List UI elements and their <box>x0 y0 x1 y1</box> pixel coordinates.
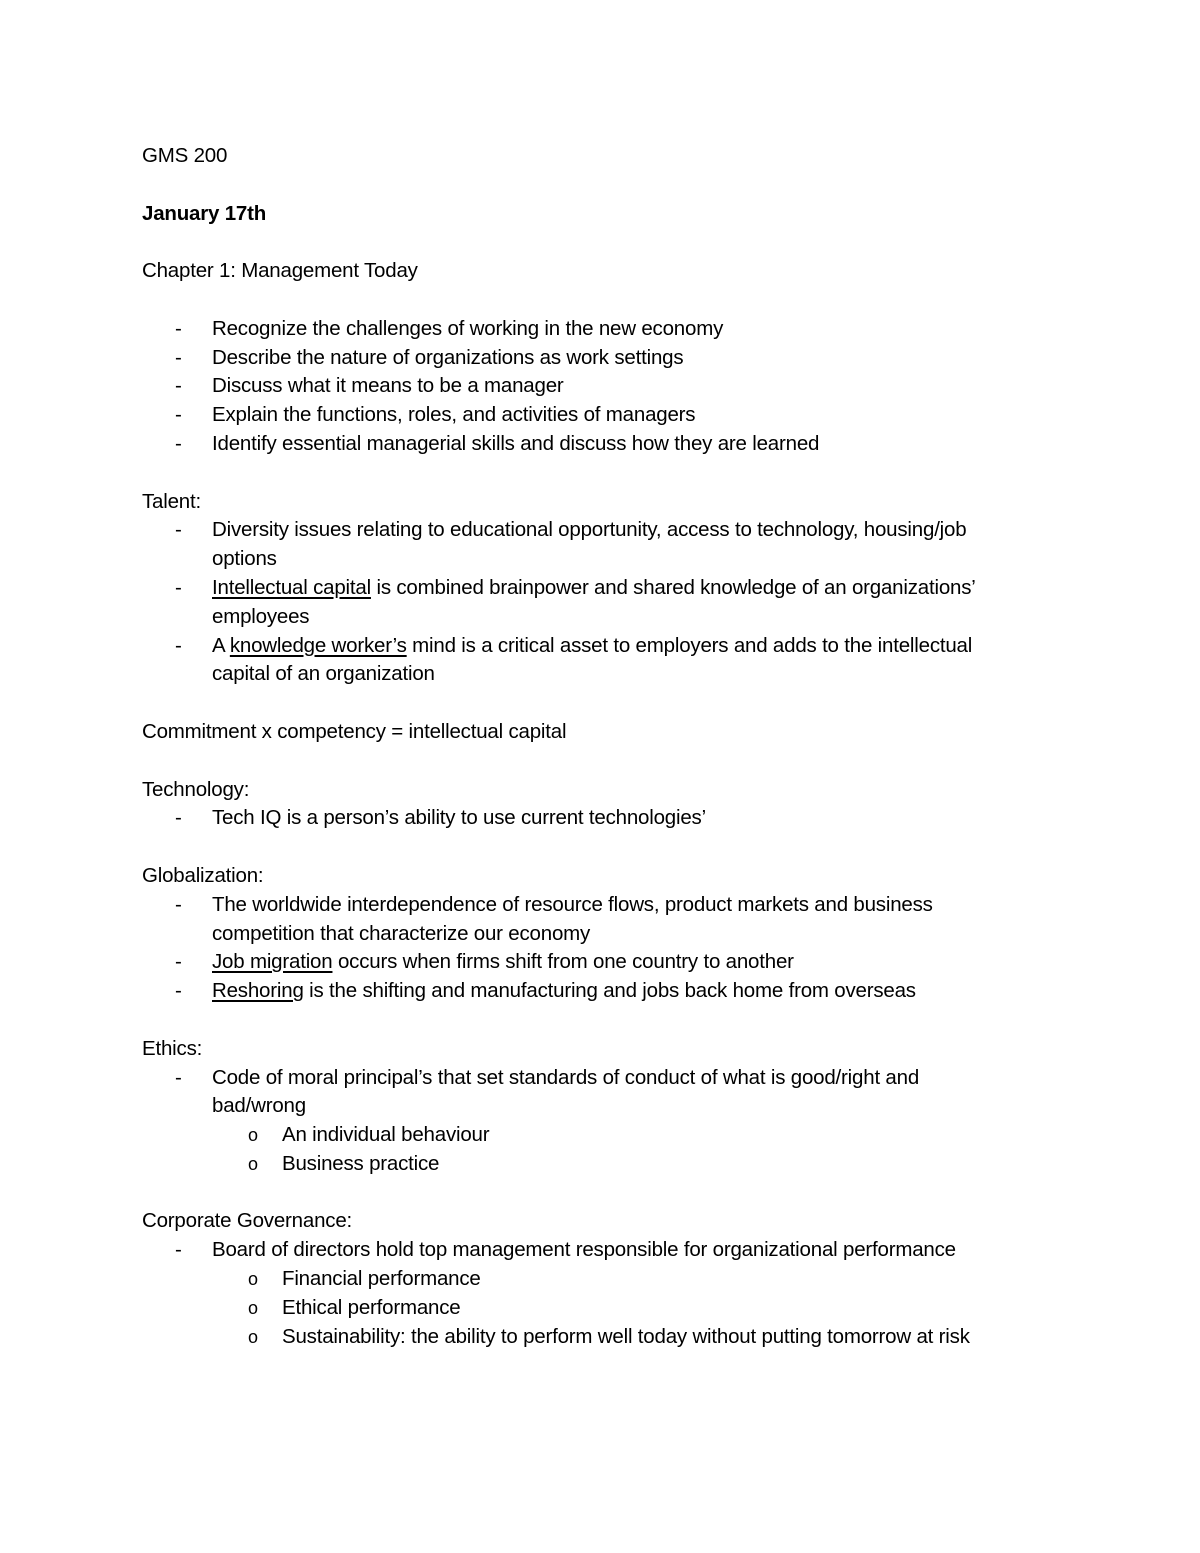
governance-list <box>142 1236 1062 1351</box>
objectives-list <box>142 315 1062 459</box>
technology-heading: Technology: <box>142 777 250 801</box>
talent-list <box>142 516 1062 689</box>
list-item: - Identify essential managerial skills and discuss how they are learned <box>142 430 1062 459</box>
sub-list-item: o An individual behaviour <box>142 1121 1062 1150</box>
sub-list-item: o Sustainability: the ability to perform well today without putting tomorrow at risk <box>142 1323 1062 1352</box>
list-item: - Intellectual capital is combined brainpower and shared knowledge of an organizations’ employees <box>175 575 976 628</box>
dash-bullet: - <box>175 950 182 974</box>
talent-heading: Talent: <box>142 489 201 513</box>
course-title: GMS 200 <box>142 144 228 167</box>
list-item: - Board of directors hold top management responsible for organizational performance <box>142 1236 1062 1265</box>
circle-bullet: o <box>248 1269 258 1290</box>
list-item: - Job migration occurs when firms shift from one country to another <box>142 948 1062 977</box>
underlined-term: Job migration <box>212 950 333 974</box>
dash-bullet: - <box>175 633 182 657</box>
dash-bullet: - <box>175 1065 182 1089</box>
dash-bullet: - <box>175 431 182 455</box>
sub-list-item: o Business practice <box>142 1150 1062 1179</box>
circle-bullet: o <box>248 1125 258 1146</box>
dash-bullet: - <box>175 316 182 340</box>
circle-bullet: o <box>248 1153 258 1174</box>
lecture-date: January 17th <box>142 201 267 225</box>
list-item: - Reshoring is the shifting and manufacturing and jobs back home from overseas <box>142 977 1062 1006</box>
dash-bullet: - <box>175 979 182 1003</box>
dash-bullet: - <box>175 518 182 542</box>
governance-heading: Corporate Governance: <box>142 1209 353 1233</box>
sub-list-item: o Ethical performance <box>142 1294 1062 1323</box>
list-item: - Discuss what it means to be a manager <box>142 372 1062 401</box>
list-item: - A knowledge worker’s mind is a critical asset to employers and adds to the intellectual capital of an organization <box>175 633 973 686</box>
list-item: - The worldwide interdependence of resource flows, product markets and business competition that characterize our economy <box>175 892 933 945</box>
list-item: - Describe the nature of organizations as work settings <box>142 344 1062 373</box>
underlined-term: knowledge worker’s <box>229 633 407 657</box>
chapter-heading: Chapter 1: Management Today <box>142 259 418 283</box>
dash-bullet: - <box>175 403 182 427</box>
sub-list-item: o Financial performance <box>142 1265 1062 1294</box>
ethics-list <box>142 1064 1062 1179</box>
circle-bullet: o <box>248 1326 258 1347</box>
document-page <box>142 142 1062 1351</box>
list-item: - Explain the functions, roles, and activities of managers <box>142 401 1062 430</box>
underlined-term: Intellectual capital <box>212 575 371 599</box>
globalization-list <box>142 891 1062 1006</box>
formula-line: Commitment x competency = intellectual capital <box>142 719 567 743</box>
dash-bullet: - <box>175 806 182 830</box>
list-item: - Recognize the challenges of working in the new economy <box>142 315 1062 344</box>
dash-bullet: - <box>175 892 182 916</box>
dash-bullet: - <box>175 575 182 599</box>
circle-bullet: o <box>248 1297 258 1318</box>
list-item: - Diversity issues relating to educational opportunity, access to technology, housing/job options <box>175 518 967 571</box>
list-item: - Tech IQ is a person’s ability to use current technologies’ <box>142 804 1062 833</box>
list-item: - Code of moral principal’s that set standards of conduct of what is good/right and bad/wrong <box>175 1065 920 1118</box>
dash-bullet: - <box>175 345 182 369</box>
dash-bullet: - <box>175 1238 182 1262</box>
underlined-term: Reshoring <box>212 979 304 1003</box>
globalization-heading: Globalization: <box>142 863 264 887</box>
ethics-heading: Ethics: <box>142 1036 203 1060</box>
dash-bullet: - <box>175 374 182 398</box>
